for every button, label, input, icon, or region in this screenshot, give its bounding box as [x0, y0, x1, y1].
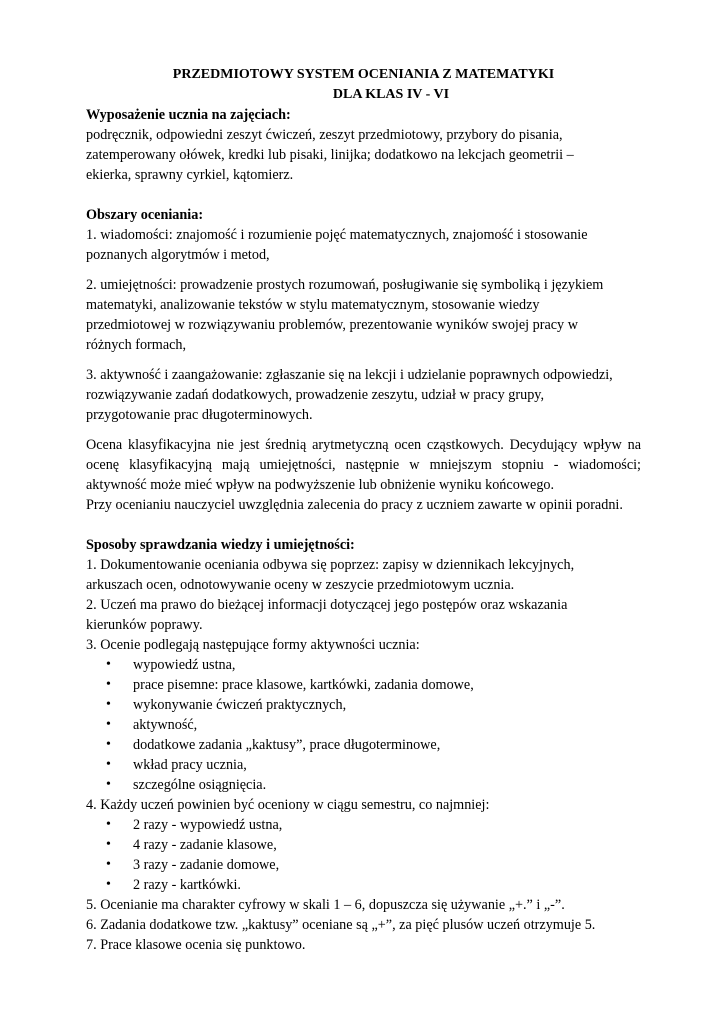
title-line-1: PRZEDMIOTOWY SYSTEM OCENIANIA Z MATEMATYKI [172, 67, 555, 82]
area-line: 3. aktywność i zaangażowanie: zgłaszanie się na lekcji i udzielanie poprawnych odpowiedzi, [86, 367, 613, 383]
counseling-paragraph: Przy ocenianiu nauczyciel uwzględnia zalecenia do pracy z uczniem zawarte w opinii poradni. [86, 497, 623, 513]
classification-paragraph: Ocena klasyfikacyjna nie jest średnią arytmetyczną ocen cząstkowych. Decydujący wpływ na ocenę klasyfikacyjną mają umiejętności, następnie w mniejszym stopniu - wiadomości; aktywność może mieć wpływ na podwyższenie lub obniżenie wyniku końcowego. [86, 437, 641, 493]
area-line: 1. wiadomości: znajomość i rozumienie pojęć matematycznych, znajomość i stosowanie [86, 227, 588, 243]
area-line: przedmiotowej w rozwiązywaniu problemów, prezentowanie wyników swojej pracy w [86, 317, 578, 333]
area-line: 2. umiejętności: prowadzenie prostych rozumowań, posługiwanie się symboliką i językiem [86, 277, 604, 293]
method-line: 3. Ocenie podlegają następujące formy aktywności ucznia: [86, 637, 420, 653]
equipment-line: ekierka, sprawny cyrkiel, kątomierz. [86, 167, 294, 183]
list-item: • szczególne osiągnięcia. [86, 775, 641, 795]
area-item-knowledge [86, 225, 641, 265]
equipment-heading: Wyposażenie ucznia na zajęciach: [86, 107, 291, 123]
list-item: • wypowiedź ustna, [86, 655, 641, 675]
title-line-2: DLA KLAS IV - VI [332, 87, 450, 102]
area-line: poznanych algorytmów i metod, [86, 247, 270, 263]
area-line: rozwiązywanie zadań dodatkowych, prowadzenie zeszytu, udział w pracy grupy, [86, 387, 545, 403]
list-item: • 3 razy - zadanie domowe, [86, 855, 641, 875]
method-line: arkuszach ocen, odnotowywanie oceny w zeszycie przedmiotowym ucznia. [86, 577, 515, 593]
list-item: • aktywność, [86, 715, 641, 735]
list-item: • wykonywanie ćwiczeń praktycznych, [86, 695, 641, 715]
equipment-line: zatemperowany ołówek, kredki lub pisaki, linijka; dodatkowo na lekcjach geometrii – [86, 147, 574, 163]
list-item: • wkład pracy ucznia, [86, 755, 641, 775]
method-line: 6. Zadania dodatkowe tzw. „kaktusy” oceniane są „+”, za pięć plusów uczeń otrzymuje 5. [86, 917, 596, 933]
area-line: różnych formach, [86, 337, 187, 353]
method-line: 1. Dokumentowanie oceniania odbywa się poprzez: zapisy w dziennikach lekcyjnych, [86, 557, 575, 573]
methods-heading: Sposoby sprawdzania wiedzy i umiejętności: [86, 537, 355, 553]
areas-heading: Obszary oceniania: [86, 207, 204, 223]
area-item-activity [86, 365, 641, 425]
method-line: 7. Prace klasowe ocenia się punktowo. [86, 937, 306, 953]
area-line: przygotowanie prac długoterminowych. [86, 407, 313, 423]
method-line: kierunków poprawy. [86, 617, 203, 633]
document-title [86, 65, 641, 105]
area-line: matematyki, analizowanie tekstów w stylu matematycznym, stosowanie wiedzy [86, 297, 540, 313]
method-line: 2. Uczeń ma prawo do bieżącej informacji dotyczącej jego postępów oraz wskazania [86, 597, 568, 613]
list-item: • 4 razy - zadanie klasowe, [86, 835, 641, 855]
list-item: • 2 razy - wypowiedź ustna, [86, 815, 641, 835]
area-item-skills [86, 275, 641, 355]
equipment-line: podręcznik, odpowiedni zeszyt ćwiczeń, zeszyt przedmiotowy, przybory do pisania, [86, 127, 563, 143]
list-item: • dodatkowe zadania „kaktusy”, prace długoterminowe, [86, 735, 641, 755]
method-line: 4. Każdy uczeń powinien być oceniony w ciągu semestru, co najmniej: [86, 797, 490, 813]
list-item: • prace pisemne: prace klasowe, kartkówki, zadania domowe, [86, 675, 641, 695]
activity-forms-list [86, 655, 641, 795]
method-line: 5. Ocenianie ma charakter cyfrowy w skali 1 – 6, dopuszcza się używanie „+.” i „-”. [86, 897, 565, 913]
list-item: • 2 razy - kartkówki. [86, 875, 641, 895]
minimum-grades-list [86, 815, 641, 895]
